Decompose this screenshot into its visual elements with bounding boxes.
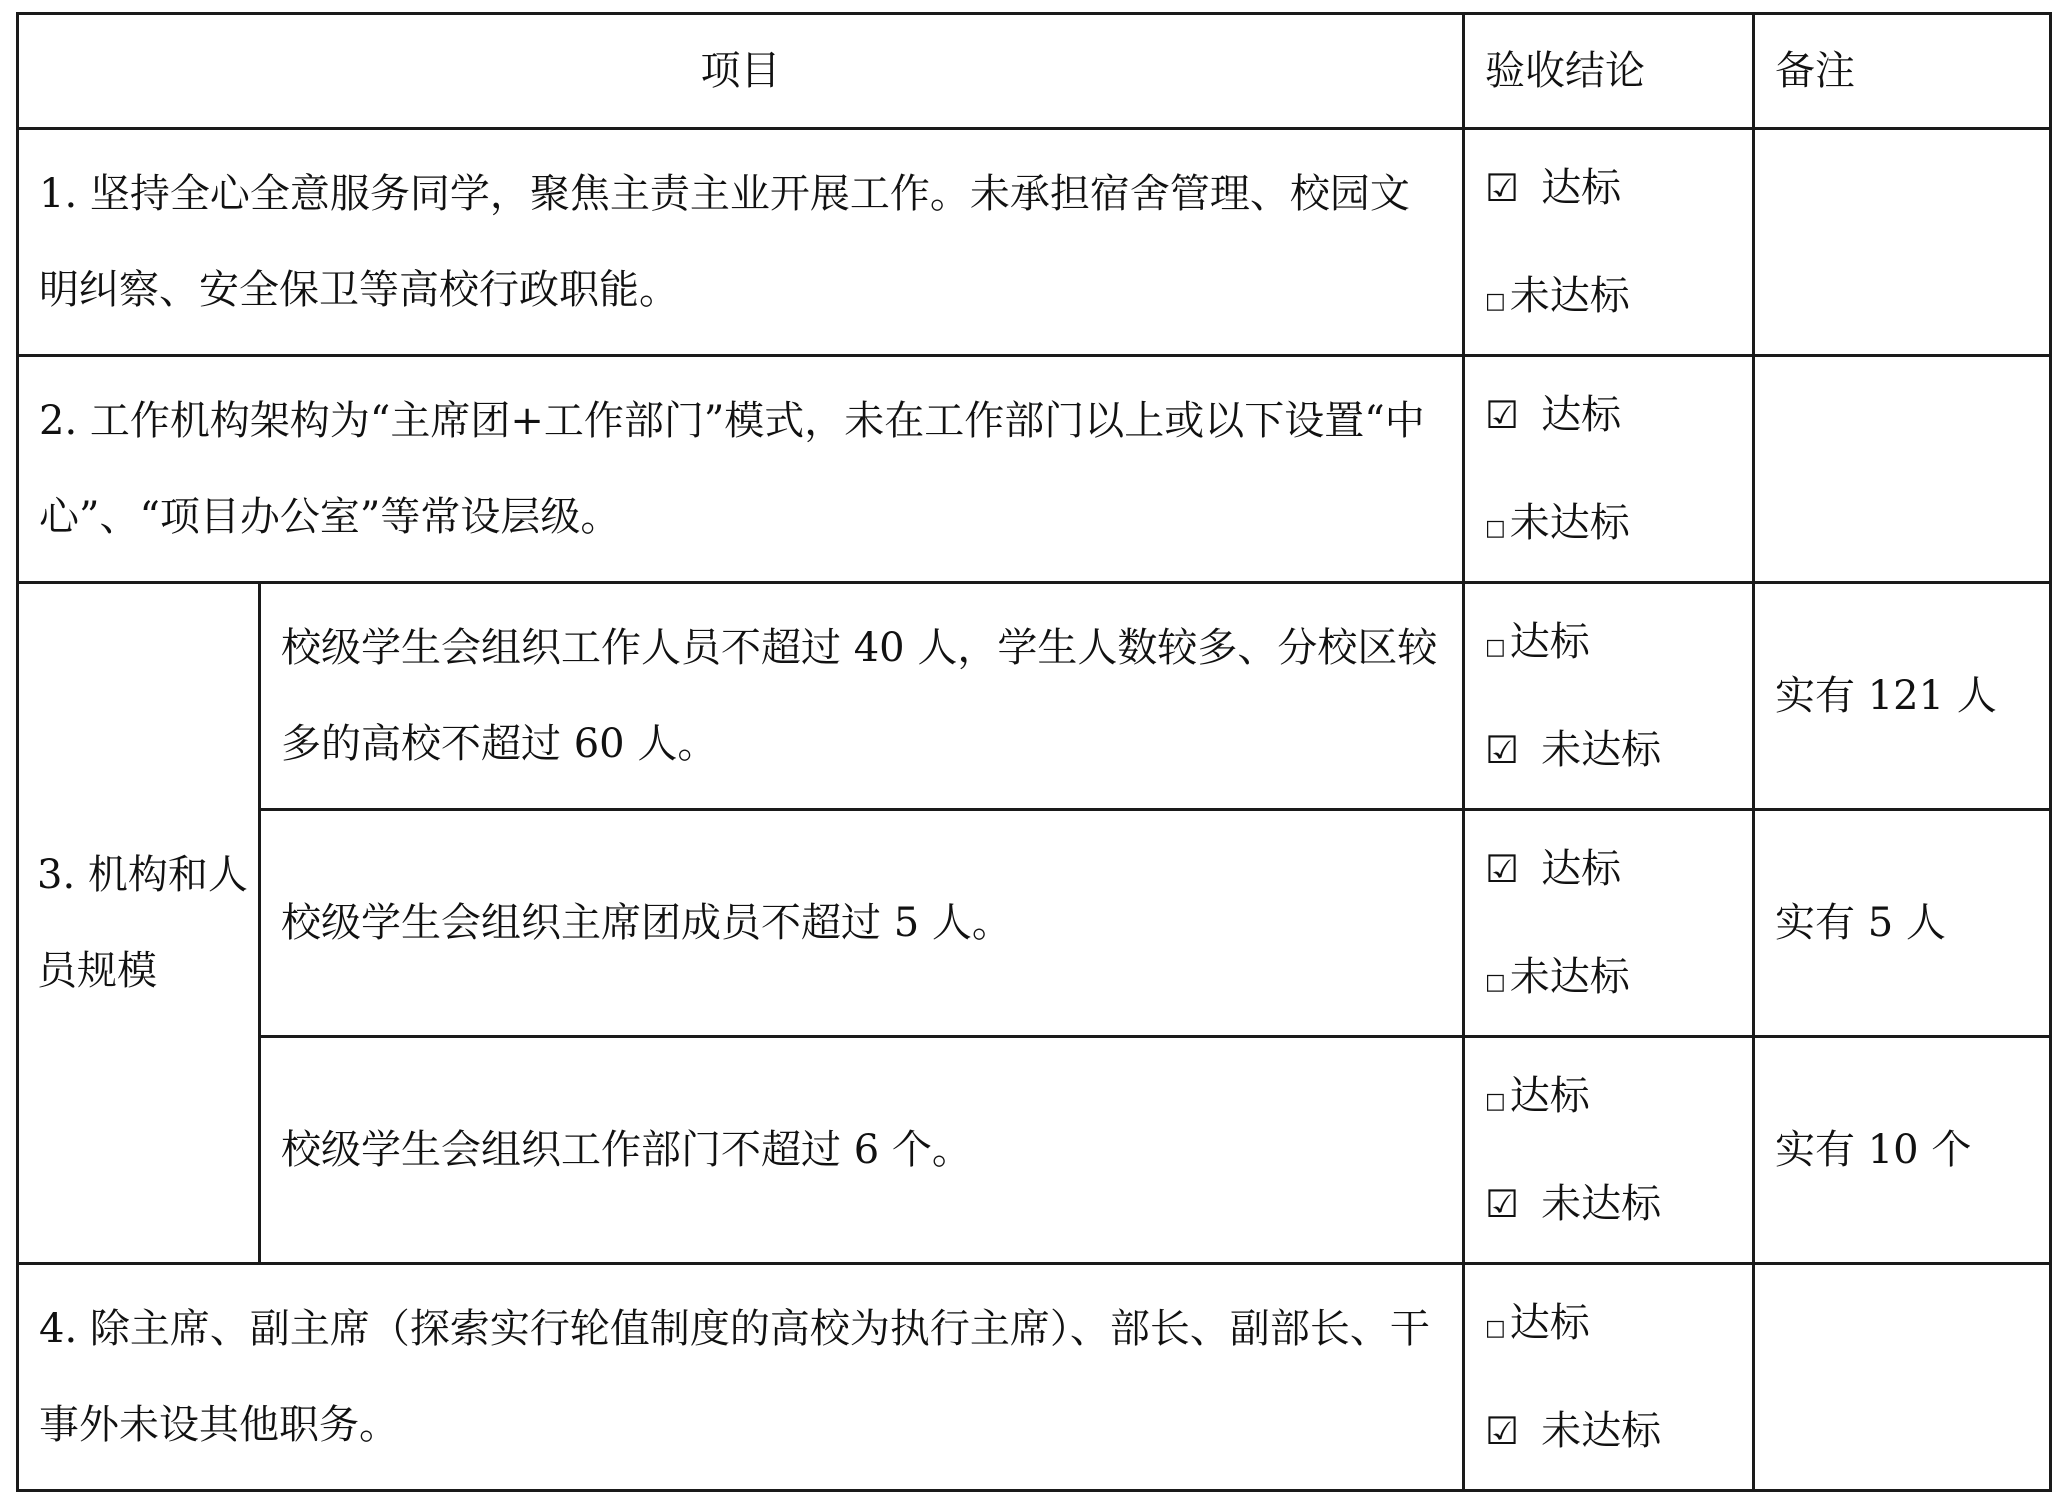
category-label: 3. 机构和人员规模 bbox=[37, 851, 248, 994]
option-fail-label: 未达标 bbox=[1541, 726, 1662, 773]
unchecked-box-icon: □ bbox=[1485, 969, 1506, 995]
option-pass[interactable] bbox=[1485, 815, 1752, 923]
checked-box-icon: ☑ bbox=[1485, 846, 1520, 891]
table-row bbox=[18, 355, 2051, 582]
option-fail-label: 未达标 bbox=[1541, 1407, 1662, 1454]
unchecked-box-icon: □ bbox=[1485, 288, 1506, 314]
sub-item-text-3: 校级学生会组织工作部门不超过 6 个。 bbox=[260, 1036, 1464, 1263]
header-remark: 备注 bbox=[1754, 14, 2051, 129]
conclusion-cell-1 bbox=[1464, 128, 1754, 355]
table-row bbox=[18, 1036, 2051, 1263]
option-fail-label: 未达标 bbox=[1541, 1180, 1662, 1227]
option-pass[interactable] bbox=[1485, 588, 1752, 696]
option-pass-label: 达标 bbox=[1509, 618, 1590, 665]
option-fail[interactable] bbox=[1485, 923, 1752, 1031]
table-row bbox=[18, 1263, 2051, 1490]
option-pass-label: 达标 bbox=[1541, 845, 1622, 892]
checked-box-icon: ☑ bbox=[1485, 1408, 1520, 1453]
option-pass-label: 达标 bbox=[1541, 391, 1622, 438]
table-row bbox=[18, 809, 2051, 1036]
category-cell bbox=[18, 582, 260, 1263]
item-text-4: 4. 除主席、副主席（探索实行轮值制度的高校为执行主席）、部长、副部长、干事外未设其他职务。 bbox=[18, 1263, 1464, 1490]
option-fail-label: 未达标 bbox=[1509, 499, 1630, 546]
header-row bbox=[18, 14, 2051, 129]
option-fail[interactable] bbox=[1485, 1150, 1752, 1258]
table-row bbox=[18, 128, 2051, 355]
conclusion-cell-4 bbox=[1464, 1263, 1754, 1490]
option-pass[interactable] bbox=[1485, 1042, 1752, 1150]
sub-item-text-1: 校级学生会组织工作人员不超过 40 人，学生人数较多、分校区较多的高校不超过 60 人。 bbox=[260, 582, 1464, 809]
remark-cell-4 bbox=[1754, 1263, 2051, 1490]
remark-cell-3a: 实有 121 人 bbox=[1754, 582, 2051, 809]
sub-item-text-2: 校级学生会组织主席团成员不超过 5 人。 bbox=[260, 809, 1464, 1036]
checked-box-icon: ☑ bbox=[1485, 727, 1520, 772]
item-text-1: 1. 坚持全心全意服务同学，聚焦主责主业开展工作。未承担宿舍管理、校园文明纠察、安全保卫等高校行政职能。 bbox=[18, 128, 1464, 355]
option-fail[interactable] bbox=[1485, 696, 1752, 804]
option-fail-label: 未达标 bbox=[1509, 272, 1630, 319]
option-pass[interactable] bbox=[1485, 134, 1752, 242]
conclusion-cell-3b bbox=[1464, 809, 1754, 1036]
unchecked-box-icon: □ bbox=[1485, 1088, 1506, 1114]
remark-cell-1 bbox=[1754, 128, 2051, 355]
option-pass-label: 达标 bbox=[1509, 1299, 1590, 1346]
unchecked-box-icon: □ bbox=[1485, 515, 1506, 541]
item-text-2: 2. 工作机构架构为“主席团+工作部门”模式，未在工作部门以上或以下设置“中心”、“项目办公室”等常设层级。 bbox=[18, 355, 1464, 582]
header-item: 项目 bbox=[18, 14, 1464, 129]
checked-box-icon: ☑ bbox=[1485, 1181, 1520, 1226]
option-fail[interactable] bbox=[1485, 1377, 1752, 1485]
header-conclusion: 验收结论 bbox=[1464, 14, 1754, 129]
remark-cell-3b: 实有 5 人 bbox=[1754, 809, 2051, 1036]
option-fail[interactable] bbox=[1485, 242, 1752, 350]
conclusion-cell-3c bbox=[1464, 1036, 1754, 1263]
unchecked-box-icon: □ bbox=[1485, 1315, 1506, 1341]
checked-box-icon: ☑ bbox=[1485, 165, 1520, 210]
conclusion-cell-3a bbox=[1464, 582, 1754, 809]
option-pass[interactable] bbox=[1485, 361, 1752, 469]
unchecked-box-icon: □ bbox=[1485, 634, 1506, 660]
option-fail-label: 未达标 bbox=[1509, 953, 1630, 1000]
option-fail[interactable] bbox=[1485, 469, 1752, 577]
checked-box-icon: ☑ bbox=[1485, 392, 1520, 437]
option-pass[interactable] bbox=[1485, 1269, 1752, 1377]
option-pass-label: 达标 bbox=[1541, 164, 1622, 211]
table-row bbox=[18, 582, 2051, 809]
conclusion-cell-2 bbox=[1464, 355, 1754, 582]
acceptance-table bbox=[16, 12, 2052, 1492]
remark-cell-2 bbox=[1754, 355, 2051, 582]
option-pass-label: 达标 bbox=[1509, 1072, 1590, 1119]
remark-cell-3c: 实有 10 个 bbox=[1754, 1036, 2051, 1263]
